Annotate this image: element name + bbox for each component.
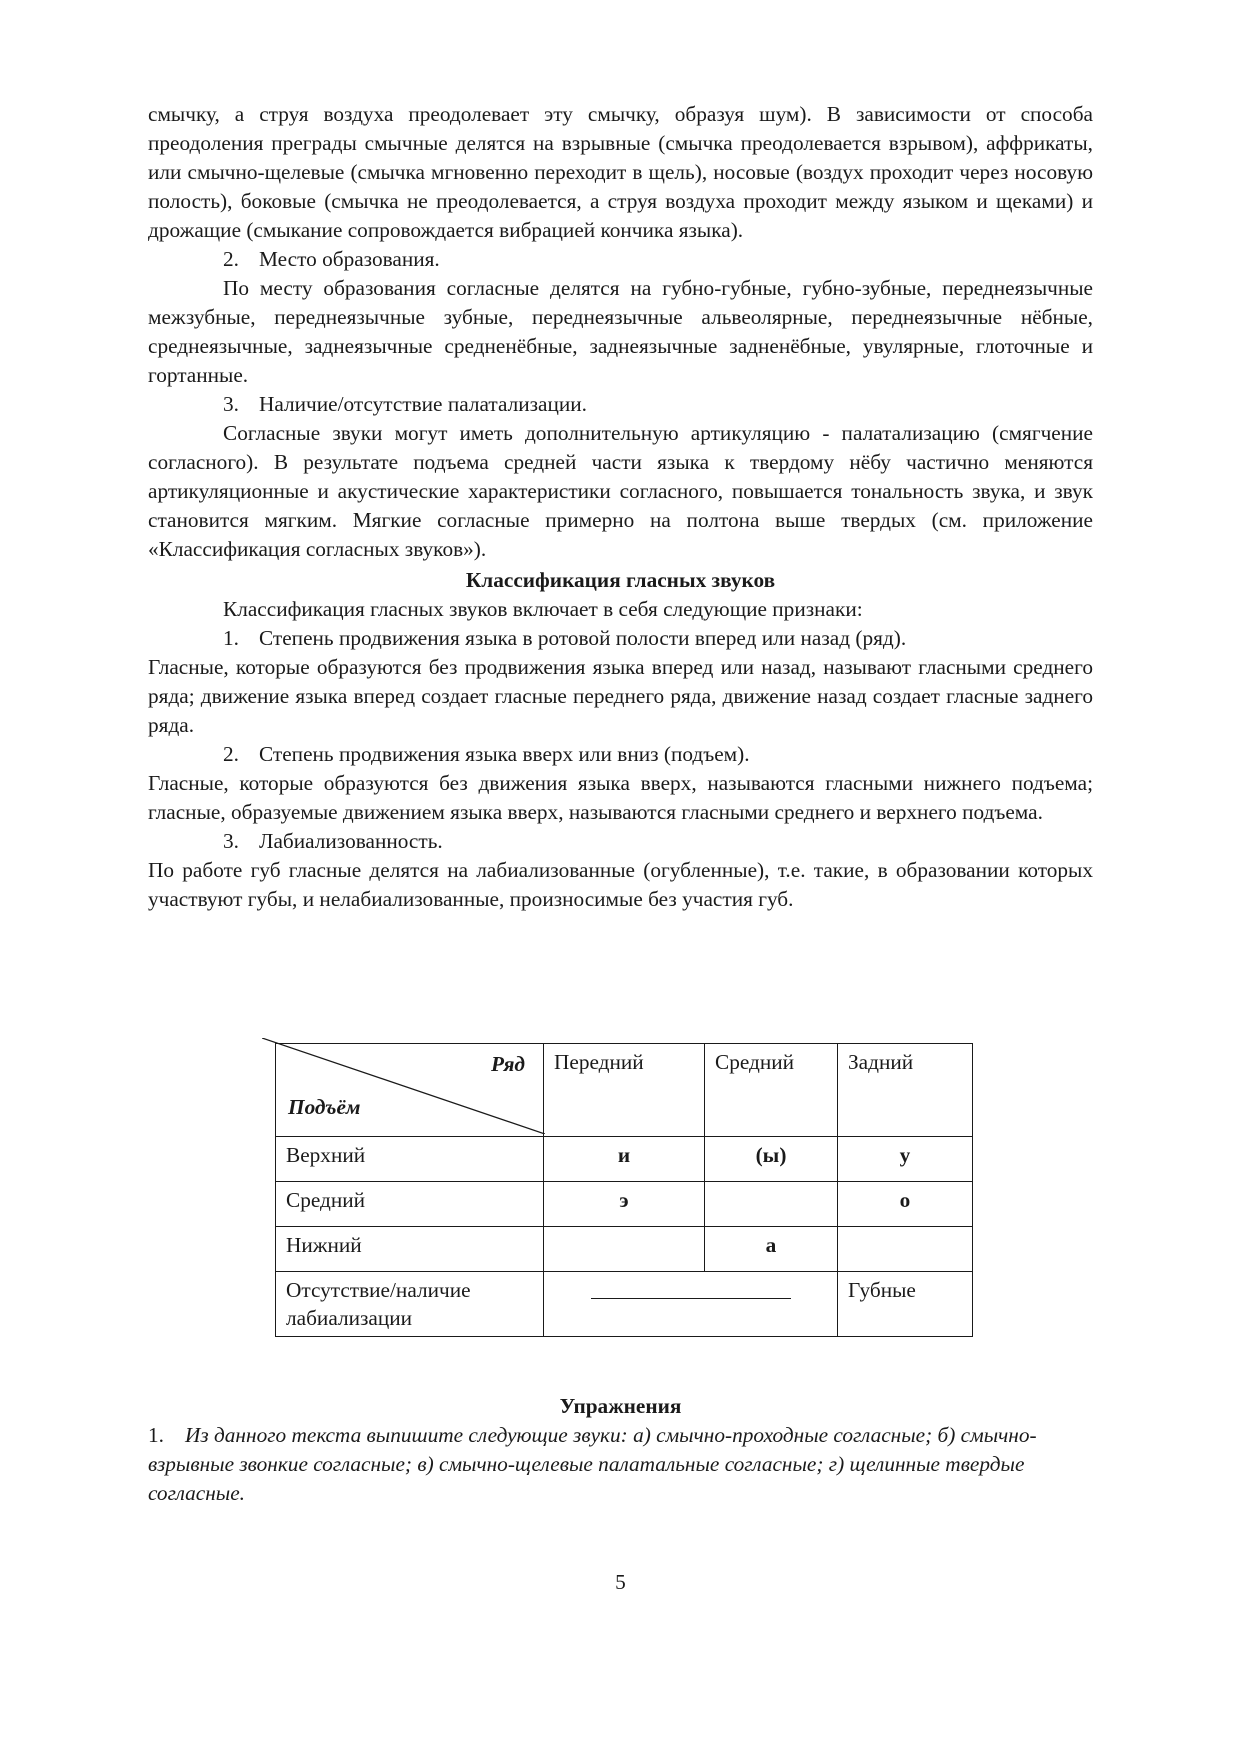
list-item-palatalization [148,390,1093,419]
exercise-text: Из данного текста выпишите следующие звуки: а) смычно-проходные согласные; б) смычно-взрывные звонкие согласные; в) смычно-щелевые палатальные согласные; г) щелинные твердые согласные. [148,1423,1037,1505]
list-item-labialization [148,827,1093,856]
page-number: 5 [615,1570,626,1594]
column-header-middle: Средний [705,1044,838,1137]
list-item-row [148,624,1093,653]
list-text: Наличие/отсутствие палатализации. [259,392,588,416]
list-text: Лабиализованность. [259,829,443,853]
table-row-labialization [276,1272,973,1337]
exercise-number: 1. [148,1423,164,1447]
table-cell [544,1227,705,1272]
paragraph-height: Гласные, которые образуются без движения языка вверх, называются гласными нижнего подъема; гласные, образуемые движением языка вверх, называются гласными среднего и верхнего подъема. [148,771,1093,824]
table-cell [705,1182,838,1227]
table-cell: о [838,1182,973,1227]
heading-vowel-classification: Классификация гласных звуков [465,568,776,592]
heading-exercises: Упражнения [559,1394,682,1418]
table-cell: Губные [838,1272,973,1337]
list-number: 1. [223,626,239,650]
exercise-item [148,1421,1093,1508]
list-text: Место образования. [259,247,440,271]
blank-line [591,1298,791,1299]
list-item-place [148,245,1093,274]
row-label: Верхний [276,1137,544,1182]
paragraph-vowel-intro: Классификация гласных звуков включает в себя следующие признаки: [223,597,863,621]
corner-label-height: Подъём [288,1095,361,1119]
vowel-table [275,1043,973,1337]
paragraph-labialization: По работе губ гласные делятся на лабиализованные (огубленные), т.е. такие, в образовании которых участвуют губы, и нелабиализованные, произносимые без участия губ. [148,858,1093,911]
vowel-table-wrapper [275,1043,972,1337]
list-number: 2. [223,247,239,271]
table-cell-merged [544,1272,838,1337]
table-cell [838,1227,973,1272]
list-text: Степень продвижения языка вверх или вниз (подъем). [259,742,750,766]
column-header-back: Задний [838,1044,973,1137]
paragraph-consonant-manner: смычку, а струя воздуха преодолевает эту смычку, образуя шум). В зависимости от способа преодоления преграды смычные делятся на взрывные (смычка преодолевается взрывом), аффрикаты, или смычно-щелевые (смычка мгновенно переходит в щель), носовые (воздух проходит через носовую полость), боковые (смычка не преодолевается, а струя воздуха проходит между языком и щеками) и дрожащие (смыкание сопровождается вибрацией кончика языка). [148,102,1093,242]
table-cell: э [544,1182,705,1227]
table-cell: (ы) [705,1137,838,1182]
table-row [276,1227,973,1272]
table-corner-cell [276,1044,544,1137]
page-body [148,100,1093,914]
table-cell: а [705,1227,838,1272]
exercises-section [148,1392,1093,1508]
table-header-row [276,1044,973,1137]
paragraph-row: Гласные, которые образуются без продвижения языка вперед или назад, называют гласными среднего ряда; движение языка вперед создает гласные переднего ряда, движение назад создает гласные заднего ряда. [148,655,1093,737]
table-cell: и [544,1137,705,1182]
list-item-height [148,740,1093,769]
paragraph-consonant-place: По месту образования согласные делятся на губно-губные, губно-зубные, переднеязычные межзубные, переднеязычные зубные, переднеязычные альвеолярные, переднеязычные нёбные, среднеязычные, заднеязычные средненёбные, заднеязычные задненёбные, увулярные, глоточные и гортанные. [148,276,1093,387]
table-row [276,1137,973,1182]
corner-label-row: Ряд [490,1052,525,1076]
table-cell: у [838,1137,973,1182]
row-label: Средний [276,1182,544,1227]
list-text: Степень продвижения языка в ротовой полости вперед или назад (ряд). [259,626,907,650]
list-number: 3. [223,829,239,853]
table-row [276,1182,973,1227]
list-number: 3. [223,392,239,416]
column-header-front: Передний [544,1044,705,1137]
row-label: Нижний [276,1227,544,1272]
row-label: Отсутствие/наличие лабиализации [276,1272,544,1337]
paragraph-palatalization: Согласные звуки могут иметь дополнительную артикуляцию - палатализацию (смягчение согласного). В результате подъема средней части языка к твердому нёбу частично меняются артикуляционные и акустические характеристики согласного, повышается тональность звука, и звук становится мягким. Мягкие согласные примерно на полтона выше твердых (см. приложение «Классификация согласных звуков»). [148,421,1093,561]
list-number: 2. [223,742,239,766]
